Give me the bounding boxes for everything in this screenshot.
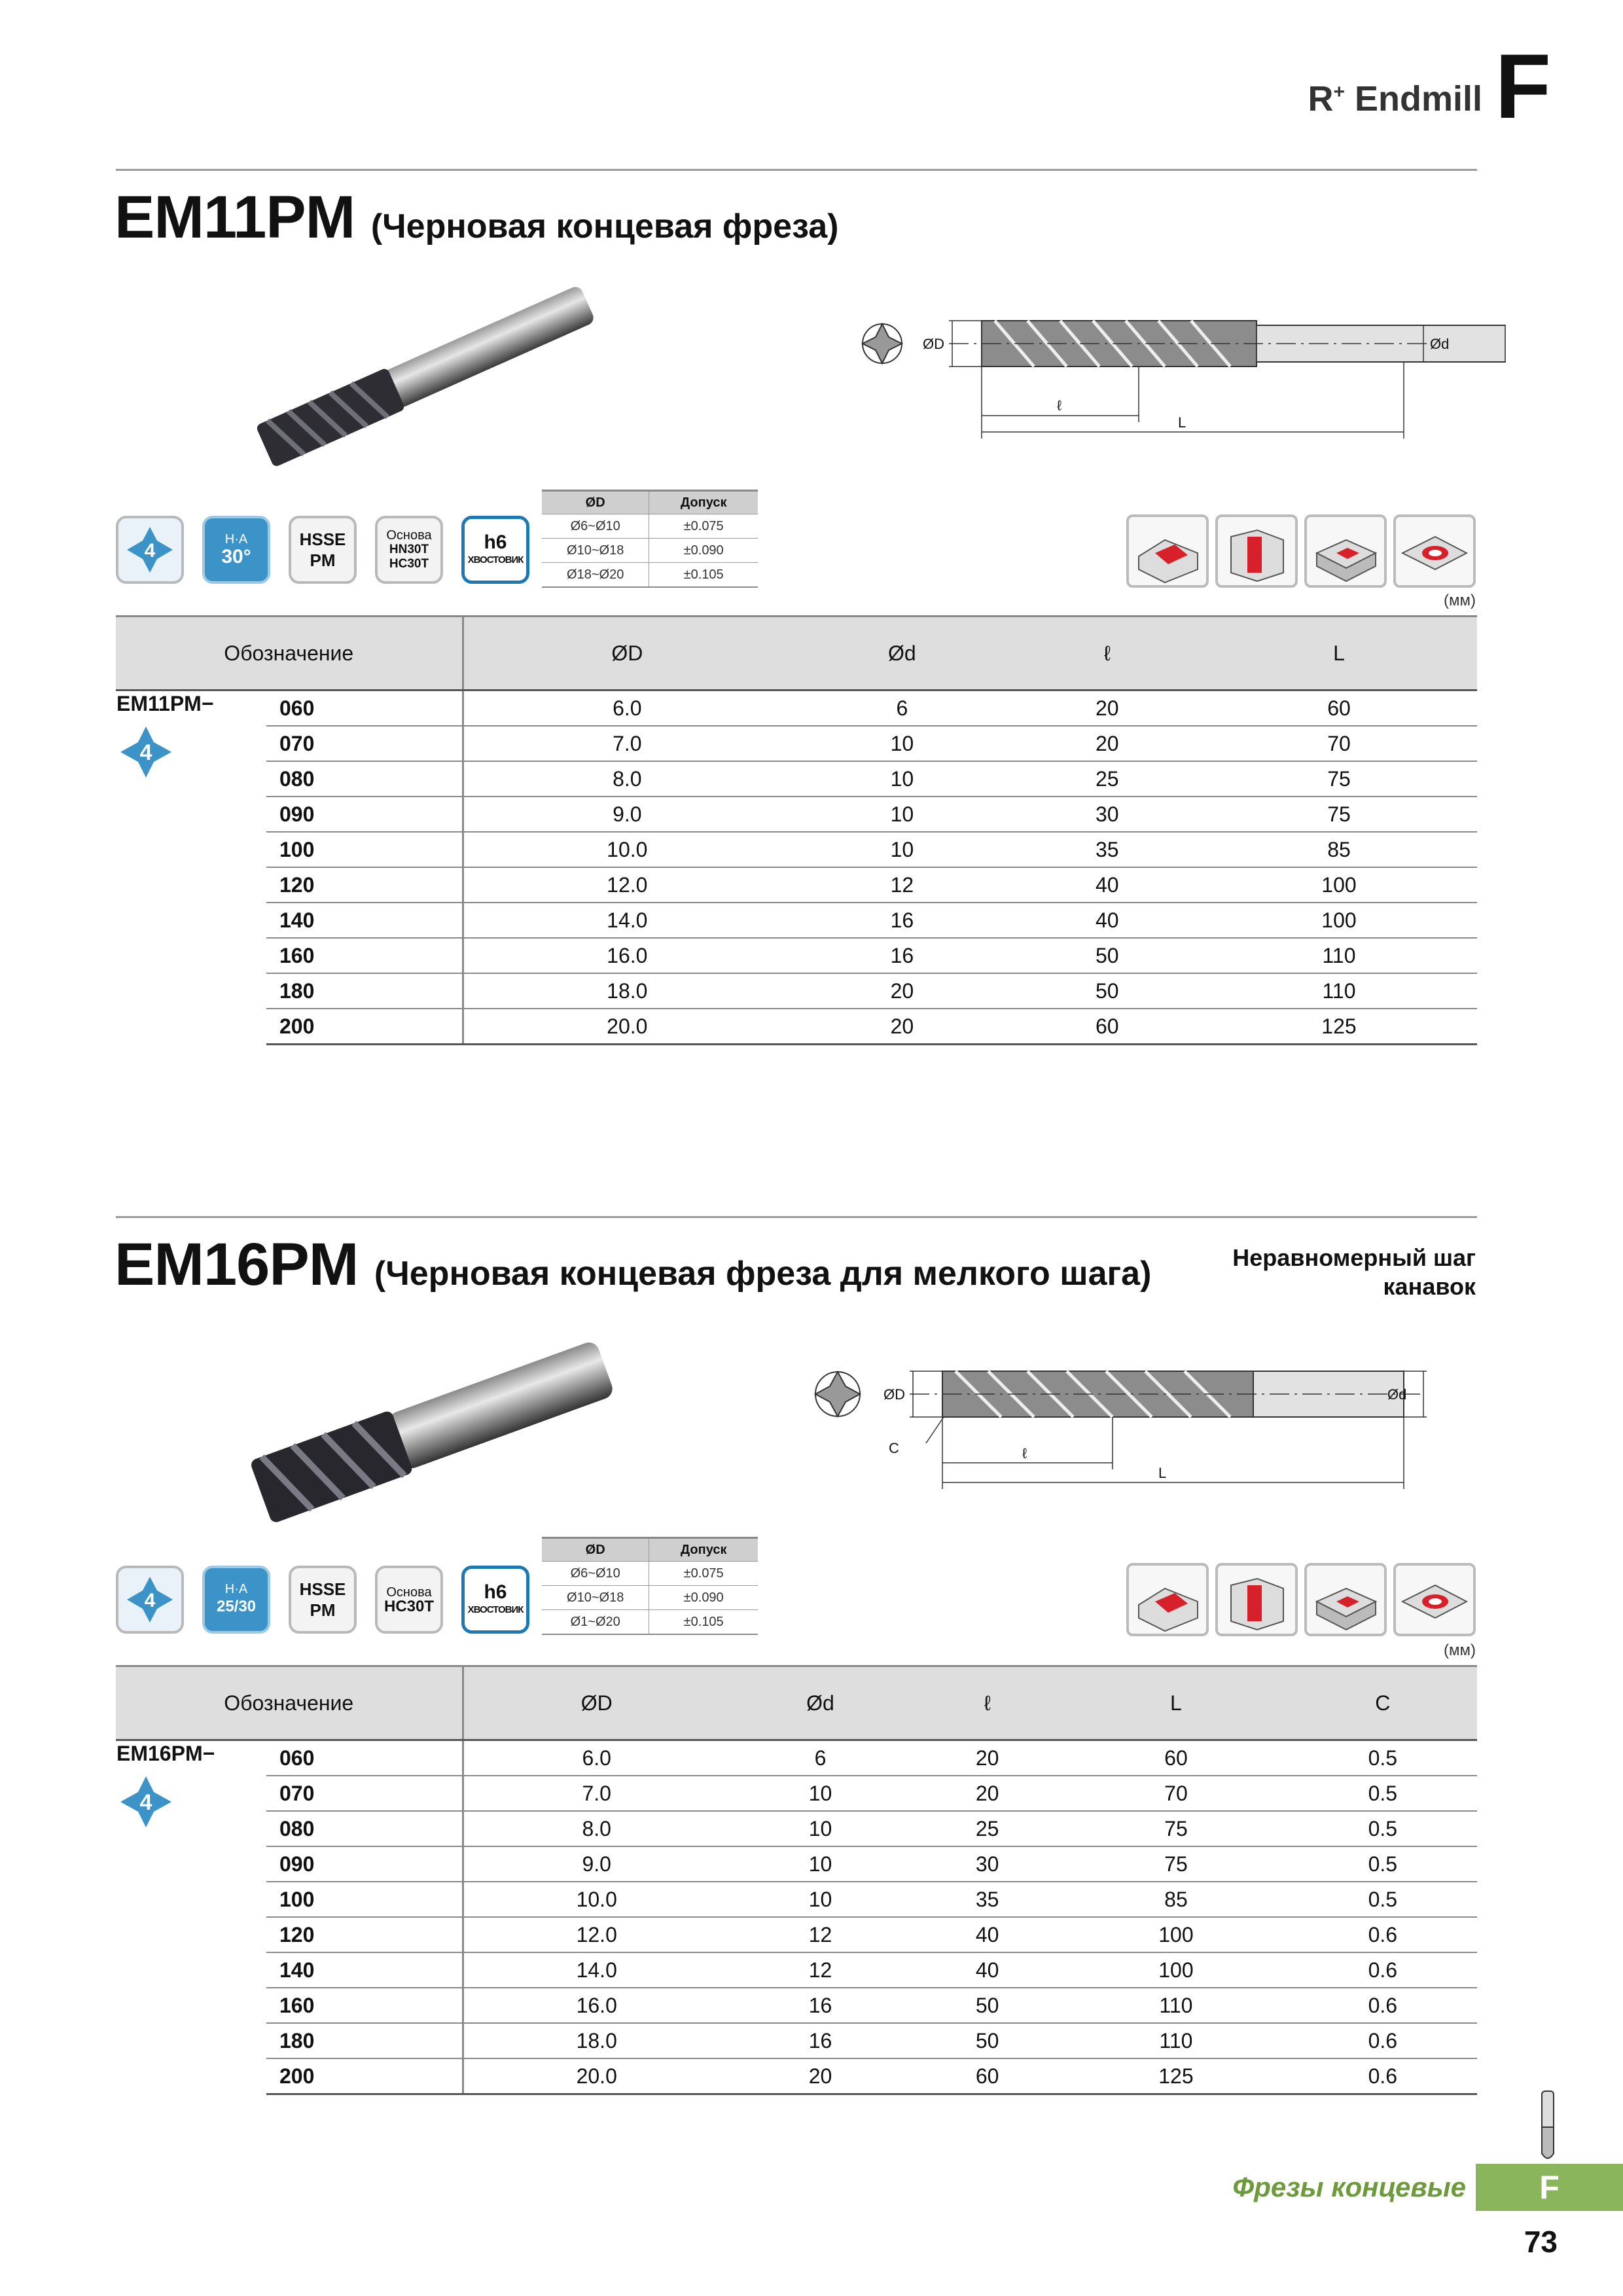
spec-table-em11pm [116,615,1477,1045]
product-subtitle: (Черновая концевая фреза для мелкого шага) [374,1255,1152,1293]
tol-header: Допуск [649,1538,758,1562]
table-cell: 40 [1014,903,1201,938]
dim-label-L: L [1158,1465,1167,1481]
table-cell: 85 [1201,832,1477,867]
designation-code: 160 [266,1988,463,2023]
tol-cell: Ø1~Ø20 [542,1610,649,1635]
col-header: ØD [463,617,791,691]
table-cell: 9.0 [463,797,791,832]
unit-label: (мм) [1444,592,1476,609]
shank-tol: h6 [484,531,507,553]
table-cell: 16.0 [463,1988,730,2023]
table-row [116,1952,1477,1988]
col-header: Ød [791,617,1013,691]
col-header-designation: Обозначение [116,617,463,691]
col-header: C [1289,1666,1477,1740]
dim-label-D: ØD [883,1386,905,1403]
designation-code: 140 [266,903,463,938]
section-divider [116,1216,1477,1218]
tol-cell: Ø18~Ø20 [542,563,649,588]
helix-label: H·A [224,532,248,547]
application-icons [1126,1563,1476,1636]
designation-code: 080 [266,761,463,797]
table-cell: 40 [911,1952,1063,1988]
table-row [116,832,1477,867]
brand-sup: + [1333,81,1345,103]
side-milling-icon [1215,1563,1298,1636]
plunge-icon [1393,514,1476,588]
designation-code: 100 [266,832,463,867]
tol-cell: ±0.105 [649,1610,758,1635]
table-cell: 35 [1014,832,1201,867]
table-cell: 0.6 [1289,2023,1477,2058]
helix-angle-icon [202,516,270,584]
table-row [116,867,1477,903]
col-header: L [1063,1666,1289,1740]
table-cell: 10 [730,1776,911,1811]
material-line1: HSSE [299,1579,346,1599]
shank-tolerance-icon [461,516,529,584]
tol-cell: Ø6~Ø10 [542,1562,649,1586]
designation-prefix: EM11PM− [116,692,214,715]
pocket-milling-icon [1304,514,1387,588]
table-cell: 18.0 [463,973,791,1009]
table-cell: 70 [1201,726,1477,761]
table-cell: 10 [730,1846,911,1882]
uneven-pitch-note [1232,1244,1476,1301]
table-cell: 25 [911,1811,1063,1846]
brand-prefix: R [1308,79,1334,118]
spec-table-em16pm [116,1665,1477,2095]
helix-angle-icon [202,1566,270,1634]
table-row [116,1776,1477,1811]
table-cell: 125 [1063,2058,1289,2094]
product-subtitle: (Черновая концевая фреза) [370,207,839,245]
designation-code: 120 [266,1917,463,1952]
table-cell: 35 [911,1882,1063,1917]
slotting-icon [1126,514,1209,588]
table-cell: 0.5 [1289,1740,1477,1776]
table-cell: 30 [1014,797,1201,832]
note-line: Неравномерный шаг [1232,1244,1476,1271]
table-cell: 70 [1063,1776,1289,1811]
table-cell: 40 [911,1917,1063,1952]
col-header: Ød [730,1666,911,1740]
coating-label: Основа [386,528,432,543]
table-row [116,1811,1477,1846]
table-cell: 75 [1201,797,1477,832]
shank-tolerance-icon [461,1566,529,1634]
flute-count-icon [116,723,175,781]
table-cell: 10 [791,726,1013,761]
table-cell: 14.0 [463,1952,730,1988]
designation-prefix: EM16PM− [116,1742,215,1765]
designation-code: 060 [266,691,463,726]
designation-code: 100 [266,1882,463,1917]
tol-cell: ±0.105 [649,563,758,588]
table-row [116,1740,1477,1776]
table-cell: 0.6 [1289,1917,1477,1952]
product-code: EM16PM [115,1231,359,1298]
table-cell: 110 [1063,1988,1289,2023]
table-cell: 12 [730,1952,911,1988]
col-header: ØD [463,1666,730,1740]
table-cell: 8.0 [463,1811,730,1846]
designation-code: 200 [266,2058,463,2094]
table-cell: 9.0 [463,1846,730,1882]
table-cell: 110 [1201,973,1477,1009]
flute-count-icon [116,1772,175,1831]
designation-code: 140 [266,1952,463,1988]
slotting-icon [1126,1563,1209,1636]
table-cell: 16 [730,1988,911,2023]
tol-cell: ±0.075 [649,514,758,539]
table-cell: 10 [791,797,1013,832]
table-cell: 6 [730,1740,911,1776]
table-row [116,1988,1477,2023]
table-cell: 10 [791,832,1013,867]
dim-label-l: ℓ [1057,397,1062,414]
table-cell: 75 [1063,1846,1289,1882]
feature-icons [116,1566,529,1634]
table-cell: 40 [1014,867,1201,903]
designation-code: 160 [266,938,463,973]
table-cell: 0.5 [1289,1776,1477,1811]
designation-code: 080 [266,1811,463,1846]
table-cell: 8.0 [463,761,791,797]
designation-code: 090 [266,1846,463,1882]
table-cell: 10 [791,761,1013,797]
brand-name: Endmill [1354,79,1482,118]
table-row [116,1882,1477,1917]
dim-label-l: ℓ [1022,1445,1027,1462]
table-cell: 110 [1201,938,1477,973]
table-row [116,761,1477,797]
table-cell: 6 [791,691,1013,726]
table-cell: 60 [1201,691,1477,726]
table-cell: 0.6 [1289,1952,1477,1988]
table-cell: 10 [730,1882,911,1917]
shank-label: ХВОСТОВИК [467,1604,524,1615]
designation-code: 060 [266,1740,463,1776]
table-row [116,903,1477,938]
table-cell: 100 [1063,1952,1289,1988]
flute-count: 4 [139,1790,152,1815]
table-cell: 20 [791,973,1013,1009]
unit-label: (мм) [1444,1641,1476,1659]
flute-count: 4 [139,740,152,765]
table-cell: 18.0 [463,2023,730,2058]
shank-tol: h6 [484,1581,507,1603]
footer-category: Фрезы концевые [1232,2172,1466,2202]
section-letter: F [1495,35,1551,137]
table-cell: 10.0 [463,832,791,867]
coating-grades: HC30T [383,1598,435,1615]
col-header: L [1201,617,1477,691]
endmill-photo [223,281,628,465]
table-cell: 110 [1063,2023,1289,2058]
col-header: ℓ [911,1666,1063,1740]
helix-value: 30° [221,546,251,567]
table-cell: 7.0 [463,1776,730,1811]
flute-count: 4 [144,1590,156,1611]
table-cell: 100 [1201,867,1477,903]
designation-prefix-cell [116,1740,266,2094]
coating-icon [375,516,443,584]
table-cell: 14.0 [463,903,791,938]
endmill-side-icon [1538,2091,1558,2163]
header-divider [116,169,1477,171]
endmill-drawing [851,265,1450,442]
flute-count-icon [116,516,184,584]
table-cell: 10 [730,1811,911,1846]
footer-section-tab: F [1476,2164,1623,2211]
designation-code: 090 [266,797,463,832]
table-cell: 20 [1014,691,1201,726]
table-cell: 100 [1201,903,1477,938]
table-row [116,691,1477,726]
tol-cell: ±0.075 [649,1562,758,1586]
table-cell: 75 [1201,761,1477,797]
flute-count-icon [116,1566,184,1634]
col-header-designation: Обозначение [116,1666,463,1740]
col-header: ℓ [1014,617,1201,691]
table-cell: 12.0 [463,1917,730,1952]
flute-count: 4 [144,540,156,562]
designation-prefix-cell [116,691,266,1045]
table-cell: 75 [1063,1811,1289,1846]
dim-label-L: L [1178,414,1186,431]
helix-value: 25/30 [216,1598,257,1615]
table-cell: 20 [791,1009,1013,1045]
table-cell: 0.5 [1289,1846,1477,1882]
plunge-icon [1393,1563,1476,1636]
tolerance-table [542,490,758,588]
table-cell: 10.0 [463,1882,730,1917]
designation-code: 070 [266,726,463,761]
coating-grades: HN30T HC30T [389,543,429,571]
product-title-em11pm [115,183,839,252]
table-cell: 20 [911,1740,1063,1776]
table-row [116,797,1477,832]
table-row [116,726,1477,761]
designation-code: 070 [266,1776,463,1811]
tol-header: ØD [542,1538,649,1562]
table-row [116,973,1477,1009]
product-code: EM11PM [115,184,355,251]
table-cell: 100 [1063,1917,1289,1952]
table-cell: 12.0 [463,867,791,903]
shank-label: ХВОСТОВИК [467,554,524,565]
table-row [116,1846,1477,1882]
table-cell: 0.5 [1289,1811,1477,1846]
endmill-photo [229,1329,635,1525]
application-icons [1126,514,1476,588]
tol-cell: Ø10~Ø18 [542,539,649,563]
designation-code: 200 [266,1009,463,1045]
table-cell: 30 [911,1846,1063,1882]
table-row [116,2023,1477,2058]
table-cell: 60 [911,2058,1063,2094]
table-cell: 60 [1014,1009,1201,1045]
tolerance-table [542,1537,758,1635]
designation-code: 180 [266,973,463,1009]
table-cell: 125 [1201,1009,1477,1045]
table-cell: 0.5 [1289,1882,1477,1917]
coating-label: Основа [386,1585,432,1600]
table-row [116,1009,1477,1045]
table-cell: 85 [1063,1882,1289,1917]
table-cell: 16 [791,903,1013,938]
table-cell: 6.0 [463,1740,730,1776]
table-cell: 50 [1014,973,1201,1009]
table-cell: 50 [911,2023,1063,2058]
endmill-drawing [792,1329,1440,1505]
side-milling-icon [1215,514,1298,588]
material-icon [289,516,357,584]
dim-label-d: Ød [1430,336,1450,352]
tol-cell: ±0.090 [649,539,758,563]
table-cell: 20 [911,1776,1063,1811]
table-cell: 16.0 [463,938,791,973]
table-cell: 12 [730,1917,911,1952]
table-cell: 20.0 [463,2058,730,2094]
tol-header: ØD [542,491,649,514]
table-cell: 20.0 [463,1009,791,1045]
material-line1: HSSE [299,529,346,549]
table-row [116,1917,1477,1952]
page-number: 73 [1524,2225,1558,2259]
tol-header: Допуск [649,491,758,514]
table-cell: 20 [1014,726,1201,761]
material-line2: PM [310,1600,336,1620]
table-cell: 12 [791,867,1013,903]
table-cell: 20 [730,2058,911,2094]
designation-code: 120 [266,867,463,903]
designation-code: 180 [266,2023,463,2058]
feature-icons [116,516,529,584]
note-line: канавок [1383,1273,1476,1300]
table-cell: 50 [1014,938,1201,973]
material-icon [289,1566,357,1634]
tol-cell: ±0.090 [649,1586,758,1610]
material-line2: PM [310,550,336,570]
tol-cell: Ø10~Ø18 [542,1586,649,1610]
table-row [116,2058,1477,2094]
dim-label-D: ØD [923,336,944,352]
table-cell: 25 [1014,761,1201,797]
brand-title [1308,79,1482,119]
table-cell: 50 [911,1988,1063,2023]
table-cell: 60 [1063,1740,1289,1776]
product-title-em16pm [115,1230,1151,1299]
helix-label: H·A [224,1582,248,1596]
table-cell: 7.0 [463,726,791,761]
pocket-milling-icon [1304,1563,1387,1636]
dim-label-d: Ød [1387,1386,1407,1403]
table-row [116,938,1477,973]
table-cell: 16 [730,2023,911,2058]
table-cell: 0.6 [1289,2058,1477,2094]
coating-icon [375,1566,443,1634]
table-cell: 0.6 [1289,1988,1477,2023]
table-cell: 16 [791,938,1013,973]
table-cell: 6.0 [463,691,791,726]
dim-label-C: C [889,1440,899,1456]
tol-cell: Ø6~Ø10 [542,514,649,539]
